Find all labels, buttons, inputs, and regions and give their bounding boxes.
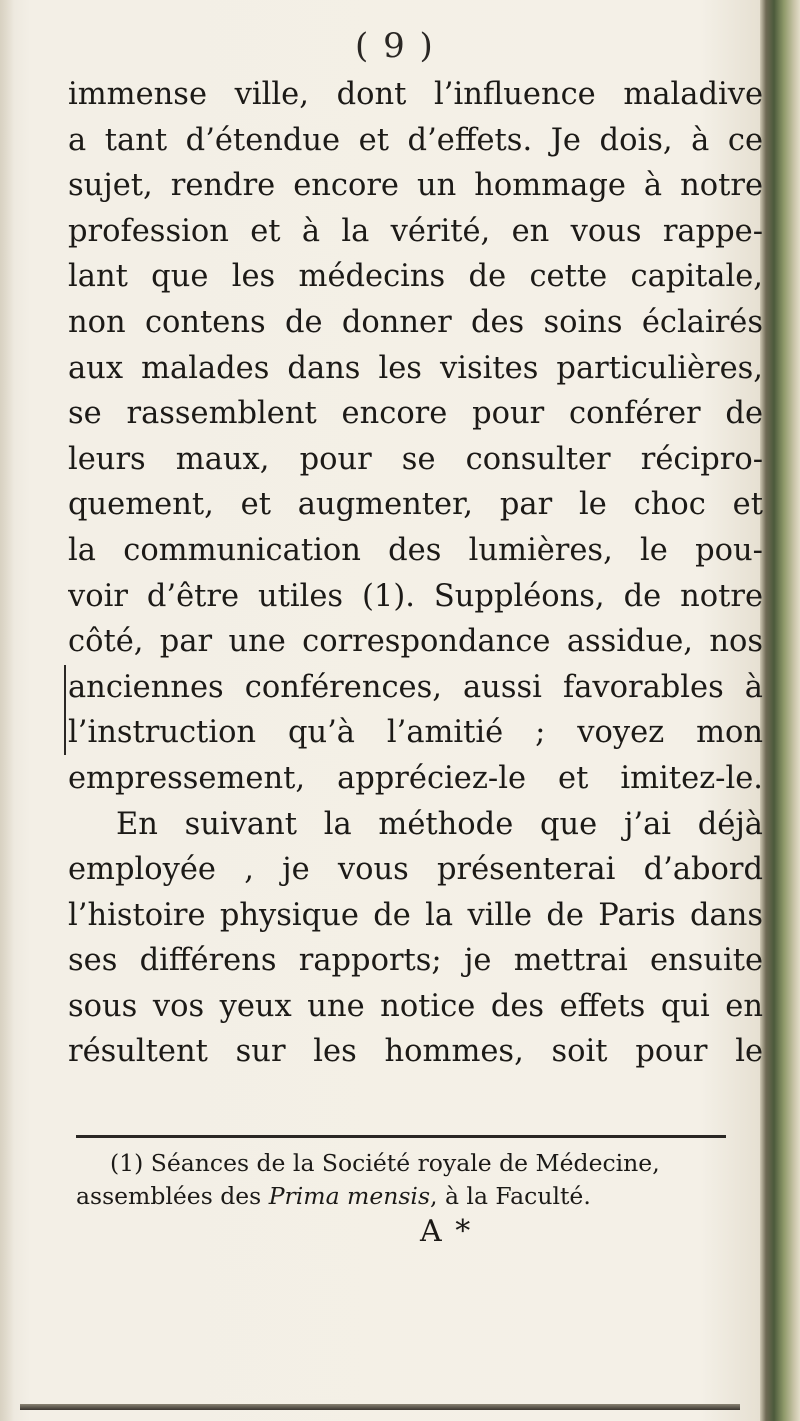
footnote-rule: [76, 1135, 726, 1138]
text-line: sous vos yeux une notice des effets qui en: [68, 988, 763, 1024]
text-line: lant que les médecins de cette capitale,: [68, 259, 763, 295]
footnote-italic-text: Prima mensis: [268, 1182, 431, 1210]
footnote-text: , à la Faculté.: [430, 1182, 591, 1210]
margin-mark: [64, 665, 66, 755]
text-line: employée , je vous présenterai d’abord: [68, 852, 763, 888]
text-line: se rassemblent encore pour conférer de: [68, 396, 763, 432]
text-line: ses différens rapports; je mettrai ensuite: [68, 943, 763, 979]
text-line: côté, par une correspondance assidue, nos: [68, 624, 763, 660]
body-text: [68, 72, 763, 1075]
text-line: leurs maux, pour se consulter récipro-: [68, 441, 763, 477]
text-line: non contens de donner des soins éclairés: [68, 304, 763, 340]
footnote-line: (1) Séances de la Société royale de Médecine,: [110, 1149, 660, 1177]
text-line: profession et à la vérité, en vous rappe-: [68, 213, 763, 249]
footnote: [76, 1147, 731, 1213]
footnote-line: [76, 1180, 731, 1213]
page-bottom-edge: [20, 1404, 740, 1410]
text-line: immense ville, dont l’influence maladive: [68, 77, 763, 112]
page-gutter-shadow: [0, 0, 14, 1421]
page-number: ( 9 ): [355, 26, 435, 66]
text-line: sujet, rendre encore un hommage à notre: [68, 168, 763, 204]
text-line: aux malades dans les visites particulières,: [68, 350, 763, 386]
text-line: En suivant la méthode que j’ai déjà: [116, 806, 763, 842]
text-line: résultent sur les hommes, soit pour le: [68, 1034, 763, 1070]
text-line: la communication des lumières, le pou-: [68, 532, 763, 568]
signature-mark: A *: [420, 1214, 473, 1249]
text-line: quement, et augmenter, par le choc et: [68, 487, 763, 523]
book-edge: [760, 0, 800, 1421]
footnote-text: assemblées des: [76, 1182, 269, 1210]
text-line: a tant d’étendue et d’effets. Je dois, à ce: [68, 122, 763, 158]
text-line: voir d’être utiles (1). Suppléons, de notre: [68, 578, 763, 614]
text-line: l’instruction qu’à l’amitié ; voyez mon: [68, 715, 763, 751]
text-line: anciennes conférences, aussi favorables à: [68, 669, 763, 705]
text-line: l’histoire physique de la ville de Paris dans: [68, 897, 763, 933]
text-line: empressement, appréciez-le et imitez-le.: [68, 760, 763, 796]
